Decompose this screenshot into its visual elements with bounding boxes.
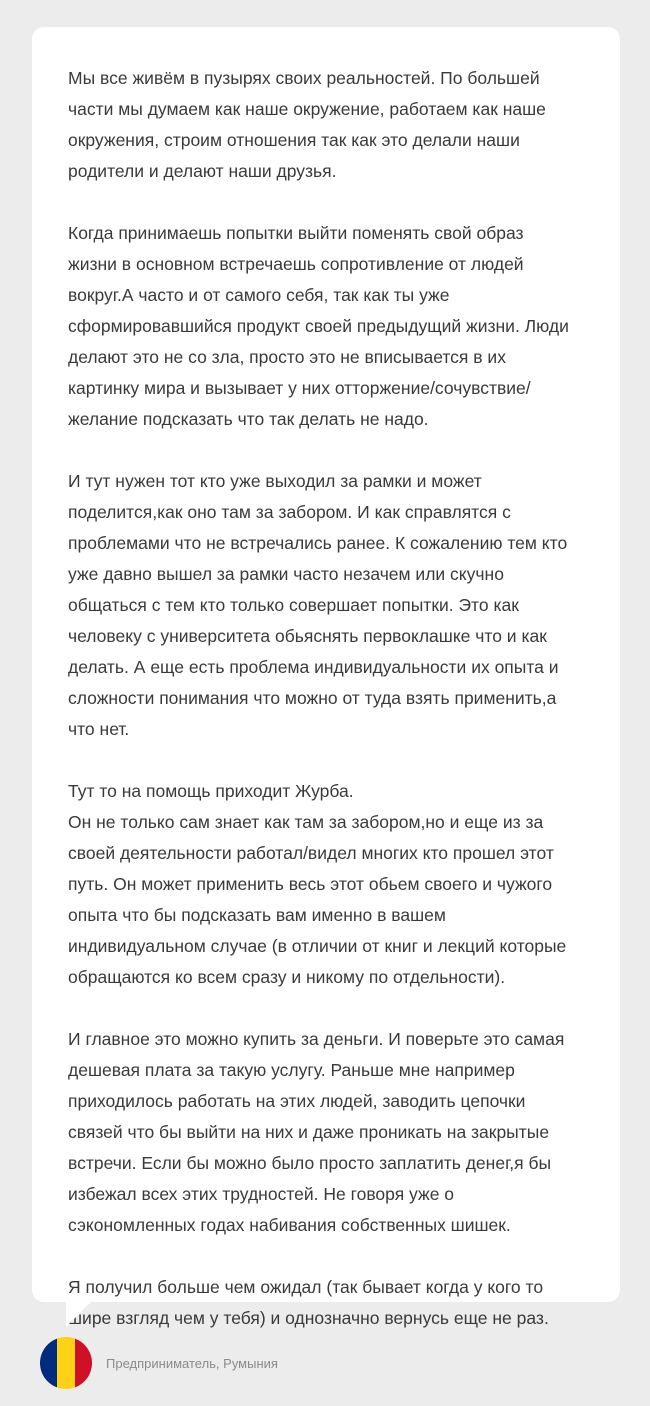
text-line: картинку мира и вызывает у них отторжение/сочувствие/: [68, 378, 531, 398]
text-line: части мы думаем как наше окружение, работаем как наше: [68, 99, 546, 119]
text-line: Он не только сам знает как там за забором,но и еще из за: [68, 812, 544, 832]
text-line: поделится,как оно там за забором. И как справлятся с: [68, 502, 511, 522]
text-line: родители и делают наши друзья.: [68, 161, 337, 181]
text-line: проблемами что не встречались ранее. К сожалению тем кто: [68, 533, 568, 553]
text-line: что нет.: [68, 719, 130, 739]
flag-stripe-red: [75, 1337, 92, 1389]
text-line: сэкономленных годах набивания собственных шишек.: [68, 1215, 511, 1235]
text-line: вокруг.А часто и от самого себя, так как ты уже: [68, 285, 450, 305]
review-paragraph: [68, 63, 584, 187]
text-line: И главное это можно купить за деньги. И поверьте это самая: [68, 1029, 565, 1049]
review-paragraph: [68, 776, 584, 993]
text-line: обращаются ко всем сразу и никому по отдельности).: [68, 967, 506, 987]
text-line: сформировавшийся продукт своей предыдущий жизни. Люди: [68, 316, 569, 336]
text-line: индивидуальном случае (в отличии от книг и лекций которые: [68, 936, 567, 956]
text-line: приходилось работать на этих людей, заводить цепочки: [68, 1091, 526, 1111]
text-line: делают это не со зла, просто это не вписывается в их: [68, 347, 506, 367]
text-line: путь. Он может применить весь этот обьем своего и чужого: [68, 874, 553, 894]
review-paragraph: [68, 1024, 584, 1241]
text-line: шире взгляд чем у тебя) и однозначно вернусь еще не раз.: [68, 1308, 549, 1328]
text-line: своей деятельности работал/видел многих кто прошел этот: [68, 843, 554, 863]
text-line: сложности понимания что можно от туда взять применить,а: [68, 688, 557, 708]
text-line: встречи. Если бы можно было просто заплатить денег,я бы: [68, 1153, 552, 1173]
text-line: окружения, строим отношения так как это делали наши: [68, 130, 520, 150]
review-card: [32, 27, 620, 1328]
text-line: делать. А еще есть проблема индивидуальности их опыта и: [68, 657, 559, 677]
review-text: [68, 63, 584, 1334]
review-paragraph: [68, 1272, 584, 1334]
text-line: человеку с университета обьяснять первоклашке что и как: [68, 626, 547, 646]
text-line: желание подсказать что так делать не надо.: [68, 409, 429, 429]
text-line: избежал всех этих трудностей. Не говоря уже о: [68, 1184, 455, 1204]
flag-stripe-blue: [40, 1337, 57, 1389]
text-line: Я получил больше чем ожидал (так бывает когда у кого то: [68, 1277, 544, 1297]
text-line: Когда принимаешь попытки выйти поменять свой образ: [68, 223, 524, 243]
text-line: Тут то на помощь приходит Журба.: [68, 781, 354, 801]
author-label: Предприниматель, Румыния: [106, 1355, 278, 1371]
flag-stripe-yellow: [57, 1337, 74, 1389]
text-line: И тут нужен тот кто уже выходил за рамки и может: [68, 471, 482, 491]
text-line: дешевая плата за такую услугу. Раньше мне например: [68, 1060, 515, 1080]
text-line: жизни в основном встречаешь сопротивление от людей: [68, 254, 524, 274]
text-line: общаться с тем кто только совершает попытки. Это как: [68, 595, 519, 615]
review-paragraph: [68, 218, 584, 435]
text-line: связей что бы выйти на них и даже проникать на закрытые: [68, 1122, 550, 1142]
speech-bubble-tail: [66, 1301, 92, 1327]
romania-flag-icon: [40, 1337, 92, 1389]
text-line: опыта что бы подсказать вам именно в вашем: [68, 905, 446, 925]
text-line: уже давно вышел за рамки часто незачем или скучно: [68, 564, 504, 584]
text-line: Мы все живём в пузырях своих реальностей. По большей: [68, 68, 540, 88]
author-info: [40, 1337, 278, 1389]
review-paragraph: [68, 466, 584, 745]
